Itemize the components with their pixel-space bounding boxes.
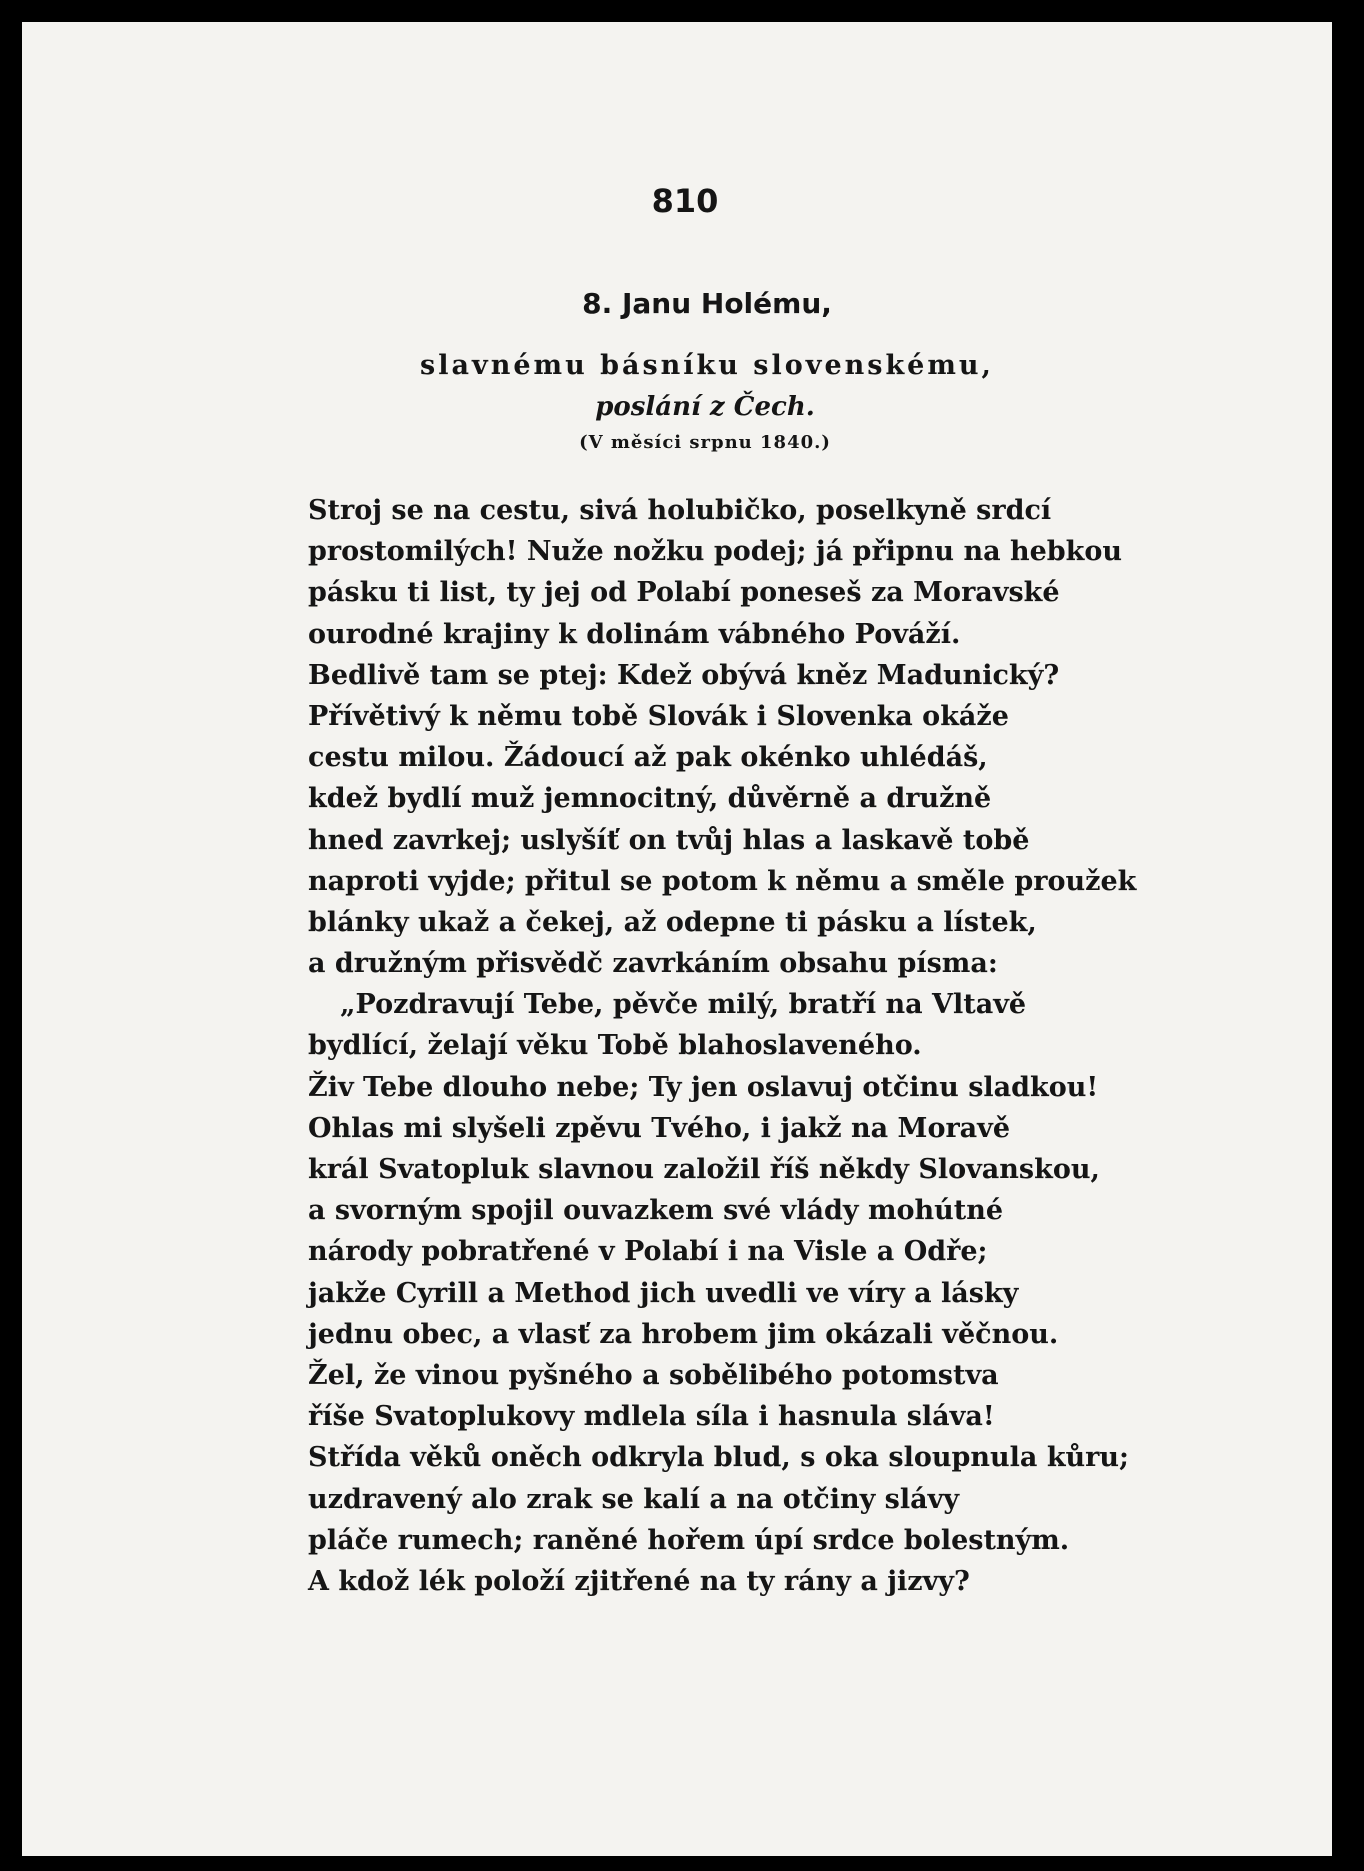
poem-line: říše Svatoplukovy mdlela síla i hasnula sláva! [308,1401,995,1433]
poem-line: národy pobratřené v Polabí i na Visle a Odře; [308,1236,988,1268]
poem-line: a družným přisvědč zavrkáním obsahu písma: [308,948,998,980]
poem-heading: 8. Janu Holému, [582,287,832,320]
poem-line: Bedlivě tam se ptej: Kdež obývá kněz Madunický? [308,659,1060,691]
poem-line: hned zavrkej; uslyšíť on tvůj hlas a laskavě tobě [308,824,1030,856]
poem-line: uzdravený alo zrak se kalí a na otčiny slávy [308,1483,960,1515]
poem-line: Ohlas mi slyšeli zpěvu Tvého, i jakž na Moravě [308,1112,1011,1144]
poem-line: Živ Tebe dlouho nebe; Ty jen oslavuj otčinu sladkou! [308,1071,1099,1103]
poem-line: Přívětivý k němu tobě Slovák i Slovenka okáže [308,700,1009,732]
poem-line: blánky ukaž a čekej, až odepne ti pásku a lístek, [308,906,1037,938]
poem-line: pásku ti list, ty jej od Polabí poneseš za Moravské [308,577,1060,609]
poem-line: prostomilých! Nuže nožku podej; já připnu na hebkou [308,536,1123,568]
poem-line: Žel, že vinou pyšného a sobělibého potomstva [308,1359,999,1391]
poem-line: bydlící, želají věku Tobě blahoslaveného. [308,1030,922,1062]
poem-line: naproti vyjde; přitul se potom k němu a směle proužek [308,865,1137,897]
poem-line: král Svatopluk slavnou založil říš někdy Slovanskou, [308,1154,1100,1185]
poem-line: cestu milou. Žádoucí až pak okénko uhlédáš, [308,742,988,774]
poem-line: pláče rumech; raněné hořem úpí srdce bolestným. [308,1524,1070,1556]
poem-line: a svorným spojil ouvazkem své vlády mohútné [308,1195,1004,1227]
poem-body [308,490,1208,1602]
poem-origin: poslání z Čech. [595,392,815,422]
poem-line: Střída věků oněch odkryla blud, s oka sloupnula kůru; [308,1442,1129,1474]
poem-line: jakže Cyrill a Method jich uvedli ve víry a lásky [308,1277,1019,1309]
poem-line: Stroj se na cestu, sivá holubičko, poselkyně srdcí [308,495,1052,526]
poem-date: (V měsíci srpnu 1840.) [579,432,831,453]
poem-subtitle: slavnému básníku slovenskému, [420,350,994,381]
poem-line: „Pozdravují Tebe, pěvče milý, bratří na Vltavě [340,989,1027,1021]
book-page [22,22,1332,1856]
page-number: 810 [651,182,719,220]
poem-line: kdež bydlí muž jemnocitný, důvěrně a družně [308,783,992,815]
poem-line: ourodné krajiny k dolinám vábného Pováží. [308,618,961,650]
poem-line: jednu obec, a vlasť za hrobem jim okázali věčnou. [308,1318,1059,1350]
poem-line: A kdož lék položí zjitřené na ty rány a jizvy? [308,1565,970,1597]
